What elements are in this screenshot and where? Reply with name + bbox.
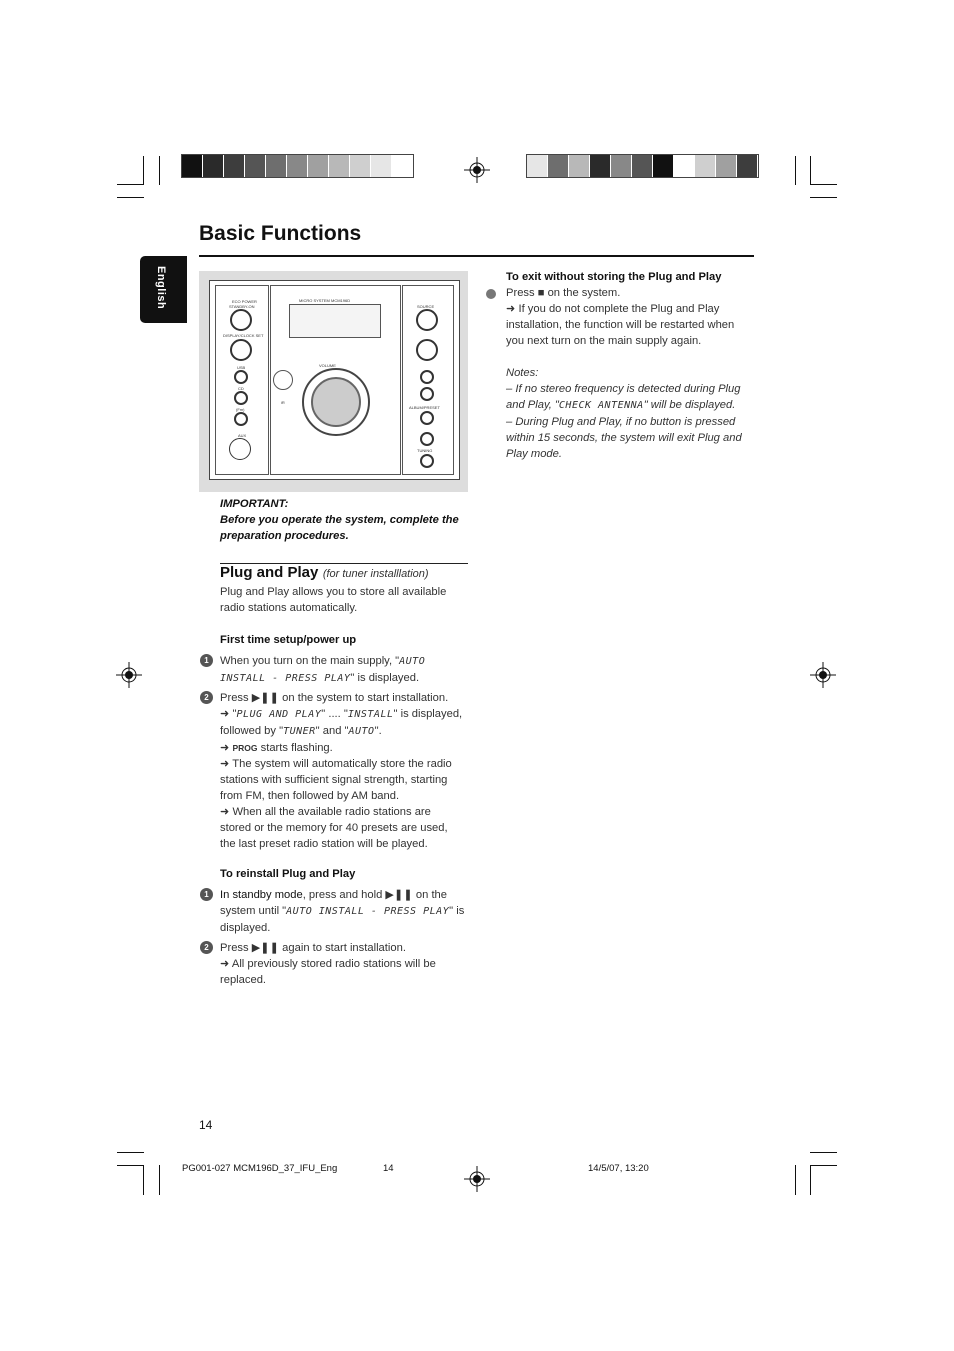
first-time-heading: First time setup/power up: [220, 634, 357, 646]
step-text: " is displayed.: [220, 905, 465, 934]
color-swatch: [266, 155, 287, 177]
note-1: [506, 381, 751, 414]
color-swatch: [182, 155, 203, 177]
lcd-text: CHECK ANTENNA: [558, 400, 644, 411]
color-swatch: [695, 155, 716, 177]
color-swatch: [308, 155, 329, 177]
notes-heading: Notes:: [506, 367, 539, 379]
standby-button: [230, 309, 252, 331]
color-swatch: [674, 155, 695, 177]
first-time-step-2: [220, 690, 465, 852]
color-swatch: [716, 155, 737, 177]
note-text: – If no stereo frequency is detected during Plug and Play, ": [506, 383, 741, 411]
plug-and-play-intro: Plug and Play allows you to store all available radio stations automatically.: [220, 586, 447, 614]
tuning-label: TUNING: [417, 448, 433, 453]
color-swatch: [737, 155, 758, 177]
step-text: In standby mode: [220, 889, 303, 901]
color-swatch: [287, 155, 308, 177]
aux-label: AUX: [238, 433, 247, 438]
plug-and-play-heading: Plug and Play: [220, 564, 319, 581]
reinstall-heading: To reinstall Plug and Play: [220, 868, 356, 880]
step-text: " .... ": [321, 708, 348, 720]
step-text: starts flashing.: [257, 742, 333, 754]
step-text: , press and hold ▶❚❚ on the system until ": [220, 889, 447, 917]
exit-line: Press ■ on the system.: [506, 287, 621, 299]
color-swatch: [203, 155, 224, 177]
footer-file: PG001-027 MCM196D_37_IFU_Eng: [182, 1163, 338, 1174]
play-pause-button: [416, 339, 438, 361]
registration-mark-icon: [810, 662, 836, 688]
lcd-text: AUTO INSTALL - PRESS PLAY: [220, 656, 426, 684]
step-text: ".: [374, 725, 382, 737]
color-swatch: [632, 155, 653, 177]
color-swatch: [653, 155, 674, 177]
display-clock-button: [230, 339, 252, 361]
lcd-text: AUTO: [348, 726, 375, 737]
fm-label: (Fm): [236, 407, 245, 412]
source-label: SOURCE: [417, 304, 435, 309]
lcd-text: TUNER: [283, 726, 316, 737]
language-tab-label: English: [155, 266, 167, 310]
color-swatch: [527, 155, 548, 177]
color-swatch: [611, 155, 632, 177]
lcd-text: INSTALL: [347, 709, 394, 720]
color-swatch: [245, 155, 266, 177]
color-swatch: [371, 155, 392, 177]
volume-label: VOLUME: [319, 363, 336, 368]
language-tab: [140, 256, 187, 323]
registration-mark-icon: [464, 1166, 490, 1192]
device-illustration: [199, 271, 468, 492]
first-time-step-1: [220, 653, 460, 687]
lcd-text: PLUG AND PLAY: [236, 709, 322, 720]
step-number-2: 2: [200, 691, 213, 704]
step-text: " is displayed, followed by ": [220, 708, 463, 737]
registration-mark-icon: [116, 662, 142, 688]
tuner-button: [234, 412, 248, 426]
color-swatch: [569, 155, 590, 177]
prog-label: PROG: [232, 743, 258, 753]
step-text: ➜: [220, 742, 233, 754]
footer-date: 14/5/07, 13:20: [588, 1163, 649, 1174]
step-text: Press ▶❚❚ on the system to start installation.: [220, 692, 449, 704]
plug-and-play-title: [220, 564, 429, 582]
page-number: 14: [199, 1118, 213, 1132]
reinstall-step-2: [220, 940, 455, 988]
step-text: " and ": [315, 725, 349, 737]
album-preset-label: ALBUM/PRESET: [409, 405, 440, 410]
volume-knob-inner: [311, 377, 361, 427]
step-number-2: 2: [200, 941, 213, 954]
footer-page: 14: [383, 1163, 394, 1174]
model-label: MICRO SYSTEM MCM196D: [299, 298, 351, 303]
notes: [506, 365, 751, 462]
step-result-last: ➜ When all the available radio stations are stored or the memory for 40 presets are used, the last preset radio station will be played.: [220, 806, 448, 850]
lcd-text: AUTO INSTALL - PRESS PLAY: [286, 906, 450, 917]
standby-on-label: STANDBY-ON: [229, 304, 255, 309]
usb-label: USB: [237, 365, 246, 370]
exit-line: ➜ If you do not complete the Plug and Play installation, the function will be restarted when you next turn on the main supply again.: [506, 303, 735, 347]
ir-sensor: [273, 370, 293, 390]
usb-button: [234, 370, 248, 384]
bullet-icon: [486, 289, 496, 299]
important-body: Before you operate the system, complete the preparation procedures.: [220, 514, 459, 542]
tuning-up-button: [420, 432, 434, 446]
display-window: [289, 304, 381, 338]
note-text: " will be displayed.: [643, 399, 736, 411]
cd-button: [234, 391, 248, 405]
step-text: Press ▶❚❚ again to start installation.: [220, 942, 406, 954]
reinstall-step-1: [220, 887, 468, 936]
step-result-store: ➜ The system will automatically store the radio stations with sufficient signal strength, starting from FM, then followed by AM band.: [220, 758, 452, 802]
stop-button: [420, 370, 434, 384]
step-number-1: 1: [200, 654, 213, 667]
color-calibration-strip-left: [181, 154, 414, 178]
step-number-1: 1: [200, 888, 213, 901]
color-swatch: [590, 155, 611, 177]
important-heading: IMPORTANT:: [220, 498, 289, 510]
step-result-display: [220, 706, 465, 740]
title-rule: [199, 255, 754, 257]
step-text: ➜ All previously stored radio stations will be replaced.: [220, 958, 436, 986]
page-title: Basic Functions: [199, 222, 362, 245]
cd-label: CD: [238, 386, 244, 391]
note-2: – During Plug and Play, if no button is pressed within 15 seconds, the system will exit Plug and Play mode.: [506, 416, 742, 460]
color-swatch: [329, 155, 350, 177]
color-calibration-strip-right: [526, 154, 759, 178]
eco-power-label: ECO POWER: [232, 299, 257, 304]
exit-heading: To exit without storing the Plug and Play: [506, 271, 722, 283]
step-text: When you turn on the main supply, ": [220, 655, 400, 667]
step-text: ➜ ": [220, 708, 237, 720]
color-swatch: [392, 155, 413, 177]
tuning-down-button: [420, 454, 434, 468]
color-swatch: [350, 155, 371, 177]
ir-label: iR: [281, 400, 285, 405]
color-swatch: [224, 155, 245, 177]
step-result-prog: [220, 740, 465, 756]
color-swatch: [548, 155, 569, 177]
registration-mark-icon: [464, 157, 490, 183]
display-clock-label: DISPLAY/CLOCK SET: [223, 333, 264, 338]
aux-jack: [229, 438, 251, 460]
source-button: [416, 309, 438, 331]
preset-down-button: [420, 411, 434, 425]
preset-up-button: [420, 387, 434, 401]
step-text: " is displayed.: [350, 672, 420, 684]
plug-and-play-subheading: (for tuner installlation): [322, 568, 429, 580]
exit-body: [506, 285, 751, 349]
